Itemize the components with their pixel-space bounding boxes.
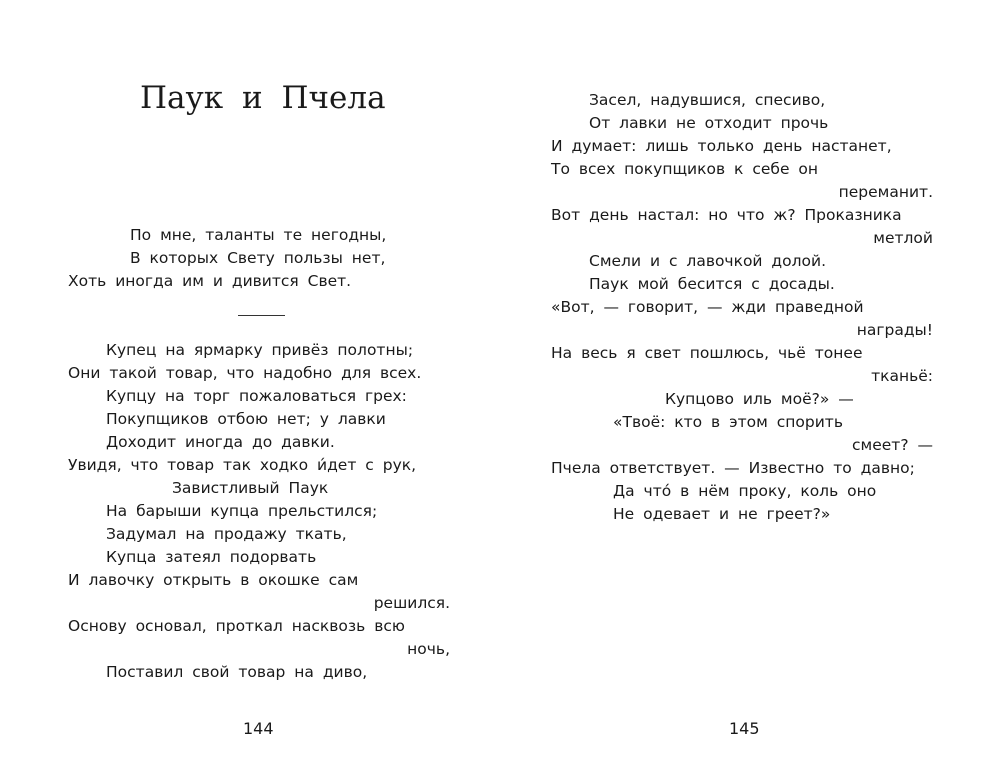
verse-line-runover: ночь, [407, 640, 450, 658]
verse-line-runover: решился. [373, 594, 450, 612]
verse-line: Увидя, что товар так ходко и́дет с рук, [68, 456, 417, 474]
verse-line-runover: тканьё: [871, 367, 933, 385]
verse-line: Пчела ответствует. — Известно то давно; [551, 459, 915, 477]
epigraph-line: В которых Свету пользы нет, [130, 249, 386, 267]
verse-line: То всех покупщиков к себе он [551, 160, 819, 178]
verse-line: Завистливый Паук [172, 479, 329, 497]
verse-line: «Вот, — говорит, — жди праведной [551, 298, 864, 316]
verse-line: Смели и с лавочкой долой. [589, 252, 827, 270]
verse-line: Купца затеял подорвать [106, 548, 317, 566]
epigraph-line: Хоть иногда им и дивится Свет. [68, 272, 352, 290]
verse-line: Купец на ярмарку привёз полотны; [106, 341, 414, 359]
verse-line: Покупщиков отбою нет; у лавки [106, 410, 386, 428]
left-page [0, 0, 500, 770]
verse-line: На барыши купца прельстился; [106, 502, 378, 520]
verse-line: Основу основал, проткал насквозь всю [68, 617, 405, 635]
right-page [500, 0, 1001, 770]
verse-line: И думает: лишь только день настанет, [551, 137, 892, 155]
verse-line-runover: переманит. [838, 183, 933, 201]
poem-title: Паук и Пчела [140, 80, 386, 116]
verse-line: «Твоё: кто в этом спорить [613, 413, 843, 431]
verse-line-runover: награды! [856, 321, 933, 339]
verse-line-runover: метлой [873, 229, 933, 247]
verse-line: Они такой товар, что надобно для всех. [68, 364, 422, 382]
verse-line: Купцово иль моё?» — [665, 390, 854, 408]
verse-line: И лавочку открыть в окошке сам [68, 571, 359, 589]
epigraph-line: По мне, таланты те негодны, [130, 226, 387, 244]
page-number: 144 [243, 719, 274, 738]
verse-line: Вот день настал: но что ж? Проказника [551, 206, 902, 224]
verse-line: От лавки не отходит прочь [589, 114, 829, 132]
section-divider [238, 315, 285, 316]
verse-line: Паук мой бесится с досады. [589, 275, 835, 293]
verse-line-runover: смеет? — [852, 436, 933, 454]
verse-line: Засел, надувшися, спесиво, [589, 91, 826, 109]
page-number: 145 [729, 719, 760, 738]
verse-line: Да что́ в нём проку, коль оно [613, 482, 877, 500]
verse-line: На весь я свет пошлюсь, чьё тонее [551, 344, 863, 362]
verse-line: Не одевает и не греет?» [613, 505, 831, 523]
verse-line: Поставил свой товар на диво, [106, 663, 368, 681]
verse-line: Задумал на продажу ткать, [106, 525, 347, 543]
verse-line: Доходит иногда до давки. [106, 433, 335, 451]
verse-line: Купцу на торг пожаловаться грех: [106, 387, 407, 405]
